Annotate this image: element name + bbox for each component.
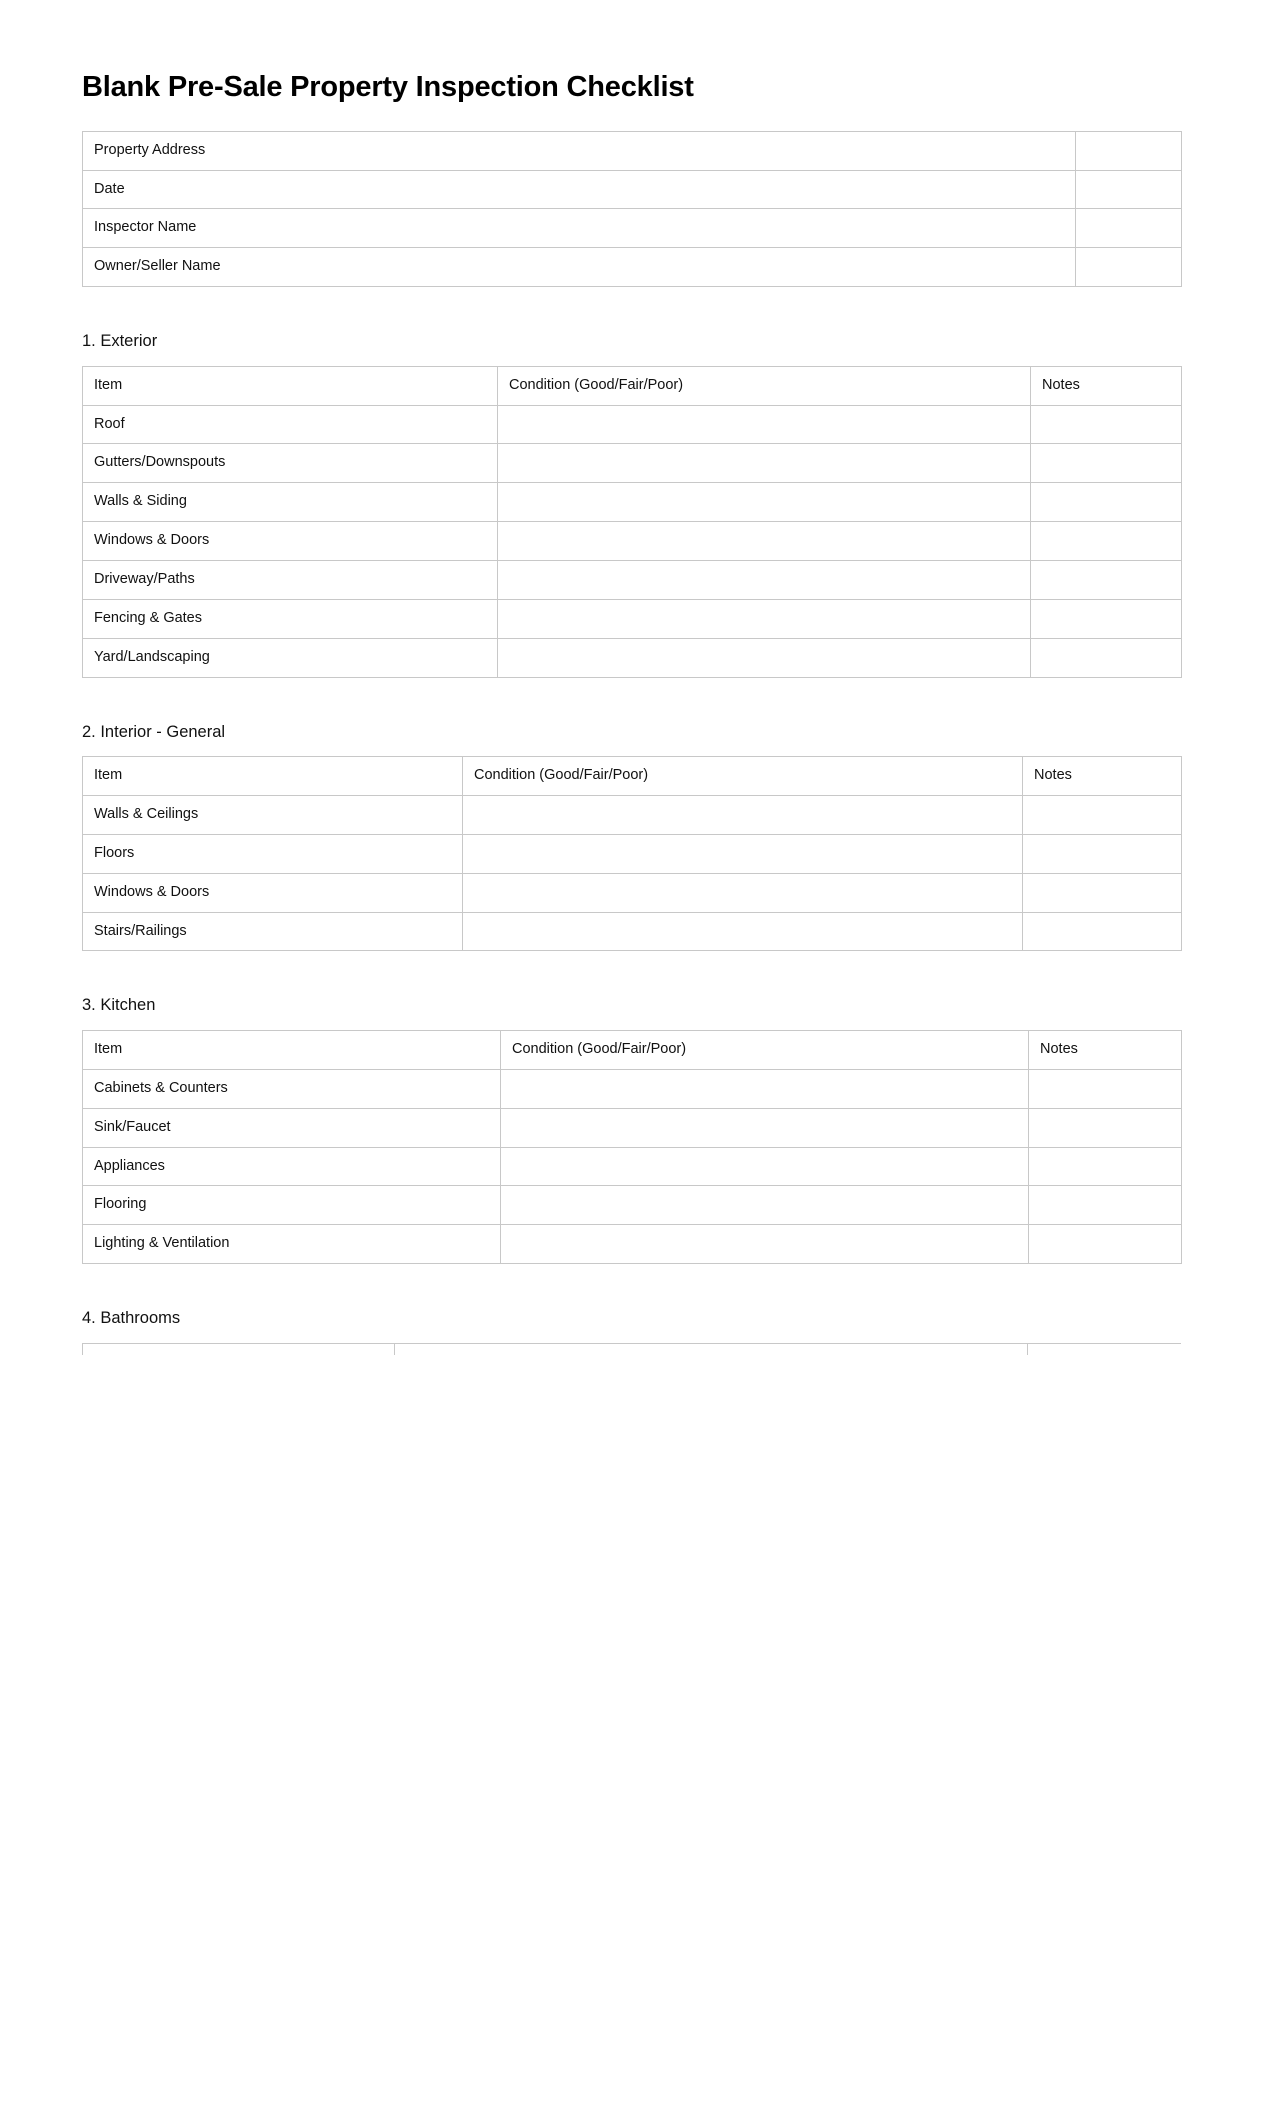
table-row: [83, 1069, 1182, 1108]
column-header-condition: Condition (Good/Fair/Poor): [501, 1031, 1029, 1070]
table-row: [83, 796, 1182, 835]
meta-value-date[interactable]: [1076, 170, 1182, 209]
notes-cell[interactable]: [1023, 796, 1182, 835]
notes-cell[interactable]: [1023, 834, 1182, 873]
condition-cell[interactable]: [463, 796, 1023, 835]
table-row: [83, 209, 1182, 248]
condition-cell[interactable]: [463, 873, 1023, 912]
table-header-row: [83, 1343, 1182, 1355]
section-heading-bathrooms: 4. Bathrooms: [82, 1309, 181, 1328]
notes-cell[interactable]: [1029, 1147, 1182, 1186]
notes-cell[interactable]: [1031, 444, 1182, 483]
page-title: Blank Pre-Sale Property Inspection Checklist: [82, 71, 694, 103]
item-label: Fencing & Gates: [83, 599, 498, 638]
item-label: Cabinets & Counters: [83, 1069, 501, 1108]
condition-cell[interactable]: [501, 1147, 1029, 1186]
table-row: [83, 483, 1182, 522]
column-header-item: Item: [83, 1031, 501, 1070]
notes-cell[interactable]: [1029, 1108, 1182, 1147]
column-header-condition: Condition (Good/Fair/Poor): [498, 366, 1031, 405]
table-row: [83, 444, 1182, 483]
item-label: Roof: [83, 405, 498, 444]
meta-value-inspector-name[interactable]: [1076, 209, 1182, 248]
condition-cell[interactable]: [498, 405, 1031, 444]
section-table-interior-general-body: [83, 757, 1182, 951]
meta-label-inspector-name: Inspector Name: [83, 209, 1076, 248]
table-row: [83, 1108, 1182, 1147]
condition-cell[interactable]: [498, 638, 1031, 677]
table-header-row: [83, 366, 1182, 405]
notes-cell[interactable]: [1029, 1186, 1182, 1225]
table-row: [83, 638, 1182, 677]
table-header-row: [83, 757, 1182, 796]
section-table-exterior-body: [83, 366, 1182, 677]
meta-label-date: Date: [83, 170, 1076, 209]
notes-cell[interactable]: [1031, 599, 1182, 638]
condition-cell[interactable]: [498, 483, 1031, 522]
section-table-exterior: [82, 366, 1182, 678]
table-row: [83, 1225, 1182, 1264]
property-info-body: [83, 131, 1182, 286]
column-header-notes: Notes: [1029, 1031, 1182, 1070]
section-heading-kitchen: 3. Kitchen: [82, 996, 156, 1015]
notes-cell[interactable]: [1031, 638, 1182, 677]
table-header-row: [83, 1031, 1182, 1070]
table-row: [83, 834, 1182, 873]
table-row: [83, 873, 1182, 912]
notes-cell[interactable]: [1023, 873, 1182, 912]
table-row: [83, 248, 1182, 287]
table-row: [83, 561, 1182, 600]
condition-cell[interactable]: [498, 444, 1031, 483]
table-row: [83, 912, 1182, 951]
condition-cell[interactable]: [463, 834, 1023, 873]
notes-cell[interactable]: [1031, 561, 1182, 600]
section-table-bathrooms-clipped: [82, 1343, 1181, 1355]
item-label: Flooring: [83, 1186, 501, 1225]
item-label: Windows & Doors: [83, 873, 463, 912]
item-label: Walls & Siding: [83, 483, 498, 522]
item-label: Lighting & Ventilation: [83, 1225, 501, 1264]
column-header-notes: [1028, 1343, 1182, 1355]
section-table-bathrooms: [82, 1343, 1181, 1355]
section-table-interior-general: [82, 756, 1182, 951]
item-label: Appliances: [83, 1147, 501, 1186]
section-table-kitchen-body: [83, 1031, 1182, 1264]
table-row: [83, 599, 1182, 638]
column-header-item: Item: [83, 366, 498, 405]
item-label: Floors: [83, 834, 463, 873]
condition-cell[interactable]: [498, 561, 1031, 600]
table-row: [83, 170, 1182, 209]
condition-cell[interactable]: [498, 599, 1031, 638]
condition-cell[interactable]: [498, 522, 1031, 561]
column-header-condition: Condition (Good/Fair/Poor): [463, 757, 1023, 796]
item-label: Gutters/Downspouts: [83, 444, 498, 483]
meta-label-owner-seller-name: Owner/Seller Name: [83, 248, 1076, 287]
item-label: Sink/Faucet: [83, 1108, 501, 1147]
section-heading-exterior: 1. Exterior: [82, 332, 158, 351]
condition-cell[interactable]: [501, 1186, 1029, 1225]
table-row: [83, 1147, 1182, 1186]
table-row: [83, 131, 1182, 170]
column-header-condition: [395, 1343, 1028, 1355]
item-label: Driveway/Paths: [83, 561, 498, 600]
column-header-item: Item: [83, 757, 463, 796]
notes-cell[interactable]: [1031, 522, 1182, 561]
meta-label-property-address: Property Address: [83, 131, 1076, 170]
condition-cell[interactable]: [501, 1108, 1029, 1147]
notes-cell[interactable]: [1031, 405, 1182, 444]
section-table-kitchen: [82, 1030, 1182, 1264]
column-header-notes: Notes: [1023, 757, 1182, 796]
condition-cell[interactable]: [501, 1069, 1029, 1108]
column-header-notes: Notes: [1031, 366, 1182, 405]
notes-cell[interactable]: [1029, 1225, 1182, 1264]
table-row: [83, 522, 1182, 561]
notes-cell[interactable]: [1029, 1069, 1182, 1108]
section-table-bathrooms-body: [83, 1343, 1182, 1355]
property-info-table: [82, 131, 1182, 287]
table-row: [83, 1186, 1182, 1225]
condition-cell[interactable]: [501, 1225, 1029, 1264]
notes-cell[interactable]: [1031, 483, 1182, 522]
column-header-item: [83, 1343, 395, 1355]
item-label: Stairs/Railings: [83, 912, 463, 951]
meta-value-owner-seller-name[interactable]: [1076, 248, 1182, 287]
item-label: Yard/Landscaping: [83, 638, 498, 677]
condition-cell[interactable]: [463, 912, 1023, 951]
meta-value-property-address[interactable]: [1076, 131, 1182, 170]
table-row: [83, 405, 1182, 444]
notes-cell[interactable]: [1023, 912, 1182, 951]
item-label: Walls & Ceilings: [83, 796, 463, 835]
section-heading-interior-general: 2. Interior - General: [82, 722, 226, 741]
item-label: Windows & Doors: [83, 522, 498, 561]
